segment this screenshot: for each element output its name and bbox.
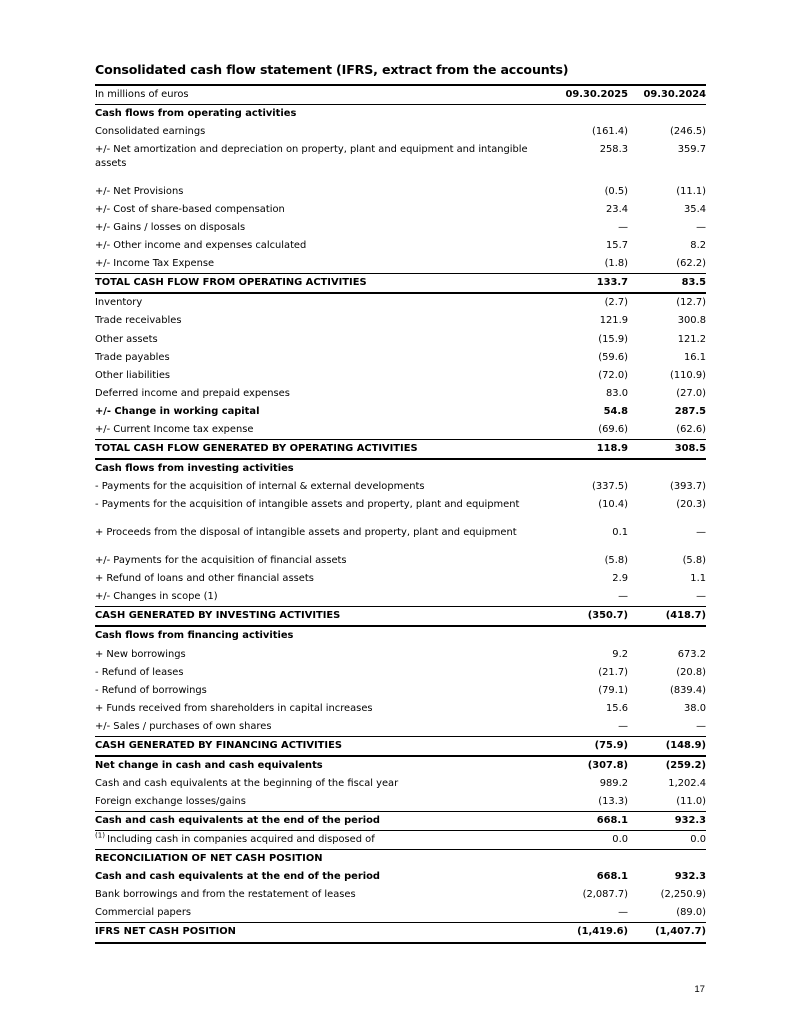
row-label: Cash flows from financing activities: [95, 630, 294, 642]
row-label: +/- Change in working capital: [95, 405, 260, 417]
row-value-period-2: [628, 104, 706, 123]
row-value-period-1: 133.7: [550, 274, 628, 294]
row-label: Other assets: [95, 333, 158, 345]
row-value-period-1: —: [618, 591, 628, 603]
row-value-period-2: 1.1: [690, 573, 706, 585]
row-value-period-2: (418.7): [628, 607, 706, 627]
table-row: [95, 552, 706, 570]
row-value-period-2: 359.7: [677, 143, 706, 155]
table-header: [95, 85, 706, 105]
row-value-period-2: [628, 626, 706, 645]
row-value-period-1: 121.9: [599, 315, 628, 327]
row-value-period-2: 0.0: [690, 834, 706, 846]
row-value-period-2: 38.0: [684, 702, 706, 714]
cash-flow-table: [95, 84, 706, 944]
page-number: 17: [694, 984, 705, 995]
row-value-period-2: [628, 850, 706, 869]
row-label: IFRS NET CASH POSITION: [95, 923, 550, 943]
row-label: Other liabilities: [95, 369, 171, 381]
row-value-period-2: (27.0): [676, 387, 706, 399]
row-value-period-1: (10.4): [598, 499, 628, 511]
row-label: TOTAL CASH FLOW FROM OPERATING ACTIVITIES: [95, 274, 550, 294]
row-value-period-2: 1,202.4: [668, 777, 706, 789]
table-row: [95, 588, 706, 607]
row-value-period-1: (2.7): [604, 297, 628, 309]
row-label: Trade receivables: [95, 315, 182, 327]
table-row: [95, 459, 706, 478]
table-row: [95, 496, 706, 524]
footnote-text: Including cash in companies acquired and disposed of: [107, 834, 375, 846]
table-row: [95, 183, 706, 201]
row-value-period-2: 83.5: [628, 274, 706, 294]
row-value-period-2: 300.8: [677, 315, 706, 327]
row-value-period-1: 54.8: [603, 405, 628, 417]
row-value-period-1: 668.1: [550, 812, 628, 831]
table-row: [95, 255, 706, 274]
row-label: [95, 831, 550, 850]
row-label: Inventory: [95, 297, 143, 309]
row-label: - Refund of leases: [95, 666, 184, 678]
row-value-period-2: —: [696, 591, 706, 603]
table-row: [95, 850, 706, 869]
table-row: [95, 718, 706, 737]
row-value-period-2: (62.2): [676, 258, 706, 270]
row-value-period-1: (1,419.6): [550, 923, 628, 943]
table-row: [95, 439, 706, 459]
row-label: +/- Cost of share-based compensation: [95, 204, 285, 216]
row-value-period-1: 9.2: [612, 648, 628, 660]
table-row: [95, 812, 706, 831]
row-value-period-2: (148.9): [628, 736, 706, 756]
table-row: [95, 868, 706, 886]
page-title: Consolidated cash flow statement (IFRS, extract from the accounts): [95, 62, 569, 77]
row-value-period-1: 23.4: [606, 204, 628, 216]
table-row: [95, 793, 706, 812]
table-row: [95, 570, 706, 588]
row-label: - Payments for the acquisition of internal & external developments: [95, 481, 425, 493]
row-label: Consolidated earnings: [95, 125, 206, 137]
row-value-period-1: 989.2: [599, 777, 628, 789]
row-value-period-2: (5.8): [682, 555, 706, 567]
table-row: [95, 700, 706, 718]
row-value-period-1: (69.6): [598, 423, 628, 435]
row-value-period-2: (62.6): [676, 423, 706, 435]
row-label: + Funds received from shareholders in capital increases: [95, 702, 373, 714]
table-row: [95, 524, 706, 552]
row-value-period-2: (20.3): [676, 499, 706, 511]
row-value-period-1: —: [618, 907, 628, 919]
row-value-period-1: 15.7: [606, 240, 628, 252]
row-value-period-1: [550, 459, 628, 478]
row-value-period-2: [628, 459, 706, 478]
table-row: [95, 421, 706, 440]
row-label: +/- Net Provisions: [95, 186, 184, 198]
table-row: [95, 385, 706, 403]
row-value-period-2: (1,407.7): [628, 923, 706, 943]
row-value-period-2: —: [696, 527, 706, 539]
table-row: [95, 274, 706, 294]
table-row: [95, 349, 706, 367]
table-row: [95, 104, 706, 123]
row-label: - Payments for the acquisition of intangible assets and property, plant and equipment: [95, 499, 520, 511]
row-value-period-2: (12.7): [676, 297, 706, 309]
table-row: [95, 403, 706, 421]
row-value-period-2: (110.9): [670, 369, 706, 381]
row-value-period-1: 0.1: [612, 527, 628, 539]
table-body: [95, 104, 706, 942]
row-label: +/- Payments for the acquisition of financial assets: [95, 555, 347, 567]
table-row: [95, 141, 706, 183]
table-row: [95, 123, 706, 141]
table-row: [95, 904, 706, 923]
row-value-period-1: (72.0): [598, 369, 628, 381]
table-row: [95, 626, 706, 645]
row-value-period-1: 83.0: [606, 387, 628, 399]
column-header-label: In millions of euros: [95, 85, 550, 105]
row-value-period-2: (839.4): [670, 684, 706, 696]
row-label: Cash flows from operating activities: [95, 107, 297, 119]
row-value-period-2: (246.5): [670, 125, 706, 137]
row-value-period-1: [550, 626, 628, 645]
row-value-period-2: 673.2: [677, 648, 706, 660]
row-value-period-2: 308.5: [628, 439, 706, 459]
row-label: +/- Income Tax Expense: [95, 258, 215, 270]
statement-content: [95, 62, 706, 944]
row-value-period-1: —: [618, 720, 628, 732]
row-label: +/- Current Income tax expense: [95, 423, 254, 435]
row-value-period-1: —: [618, 222, 628, 234]
row-value-period-1: [550, 104, 628, 123]
row-label: +/- Gains / losses on disposals: [95, 222, 246, 234]
row-value-period-2: 932.3: [628, 812, 706, 831]
table-row: [95, 831, 706, 850]
table-row: [95, 736, 706, 756]
row-value-period-1: (13.3): [598, 796, 628, 808]
row-value-period-1: (2,087.7): [582, 889, 628, 901]
row-label: CASH GENERATED BY FINANCING ACTIVITIES: [95, 736, 550, 756]
row-value-period-2: (20.8): [676, 666, 706, 678]
table-row: [95, 219, 706, 237]
row-label: + Refund of loans and other financial assets: [95, 573, 314, 585]
table-row: [95, 293, 706, 312]
row-value-period-1: (337.5): [592, 481, 628, 493]
row-value-period-1: 258.3: [599, 143, 628, 155]
table-row: [95, 682, 706, 700]
row-value-period-1: 0.0: [612, 834, 628, 846]
table-row: [95, 478, 706, 496]
table-row: [95, 331, 706, 349]
table-row: [95, 923, 706, 943]
row-label: Deferred income and prepaid expenses: [95, 387, 290, 399]
row-value-period-2: (393.7): [670, 481, 706, 493]
row-value-period-1: (21.7): [598, 666, 628, 678]
row-value-period-1: (0.5): [604, 186, 628, 198]
row-label: +/- Other income and expenses calculated: [95, 240, 307, 252]
table-row: [95, 237, 706, 255]
row-label: Foreign exchange losses/gains: [95, 796, 246, 808]
row-label: TOTAL CASH FLOW GENERATED BY OPERATING ACTIVITIES: [95, 439, 550, 459]
footnote-marker: (1): [95, 830, 106, 840]
table-row: [95, 312, 706, 330]
table-row: [95, 367, 706, 385]
row-value-period-2: 16.1: [684, 351, 706, 363]
row-value-period-2: (259.2): [665, 759, 706, 771]
row-value-period-2: (2,250.9): [660, 889, 706, 901]
row-value-period-2: 121.2: [677, 333, 706, 345]
row-value-period-1: 2.9: [612, 573, 628, 585]
row-label: +/- Sales / purchases of own shares: [95, 720, 272, 732]
row-label: RECONCILIATION OF NET CASH POSITION: [95, 850, 550, 869]
column-header-period-1: 09.30.2025: [550, 85, 628, 105]
row-value-period-1: [550, 850, 628, 869]
row-value-period-1: (161.4): [592, 125, 628, 137]
row-value-period-1: (350.7): [550, 607, 628, 627]
table-row: [95, 775, 706, 793]
row-value-period-2: 287.5: [674, 405, 706, 417]
row-label: Cash and cash equivalents at the end of the period: [95, 871, 380, 883]
row-value-period-1: (5.8): [604, 555, 628, 567]
row-label: CASH GENERATED BY INVESTING ACTIVITIES: [95, 607, 550, 627]
table-row: [95, 756, 706, 775]
row-label: Bank borrowings and from the restatement of leases: [95, 889, 356, 901]
column-header-period-2: 09.30.2024: [628, 85, 706, 105]
row-label: Trade payables: [95, 351, 170, 363]
row-value-period-2: (89.0): [676, 907, 706, 919]
row-label: +/- Net amortization and depreciation on property, plant and equipment and intangible assets: [95, 143, 528, 169]
row-label: Cash and cash equivalents at the beginning of the fiscal year: [95, 777, 399, 789]
row-value-period-1: (15.9): [598, 333, 628, 345]
row-value-period-1: (1.8): [604, 258, 628, 270]
row-value-period-1: 118.9: [550, 439, 628, 459]
row-value-period-1: 15.6: [606, 702, 628, 714]
row-label: +/- Changes in scope (1): [95, 591, 218, 603]
row-label: Cash and cash equivalents at the end of the period: [95, 812, 550, 831]
row-label: + Proceeds from the disposal of intangible assets and property, plant and equipment: [95, 527, 517, 539]
row-value-period-2: 8.2: [690, 240, 706, 252]
table-row: [95, 201, 706, 219]
row-value-period-1: (79.1): [598, 684, 628, 696]
table-row: [95, 607, 706, 627]
row-label: Net change in cash and cash equivalents: [95, 759, 323, 771]
row-value-period-1: (59.6): [598, 351, 628, 363]
row-value-period-1: (75.9): [550, 736, 628, 756]
table-row: [95, 646, 706, 664]
row-label: Cash flows from investing activities: [95, 462, 294, 474]
row-label: + New borrowings: [95, 648, 186, 660]
row-label: Commercial papers: [95, 907, 192, 919]
row-value-period-1: (307.8): [587, 759, 628, 771]
row-value-period-1: 668.1: [596, 871, 628, 883]
table-row: [95, 886, 706, 904]
table-row: [95, 664, 706, 682]
row-value-period-2: —: [696, 222, 706, 234]
row-value-period-2: 35.4: [684, 204, 706, 216]
row-value-period-2: 932.3: [674, 871, 706, 883]
table-header-row: [95, 85, 706, 105]
row-value-period-2: —: [696, 720, 706, 732]
row-label: - Refund of borrowings: [95, 684, 207, 696]
row-value-period-2: (11.1): [676, 186, 706, 198]
row-value-period-2: (11.0): [676, 796, 706, 808]
